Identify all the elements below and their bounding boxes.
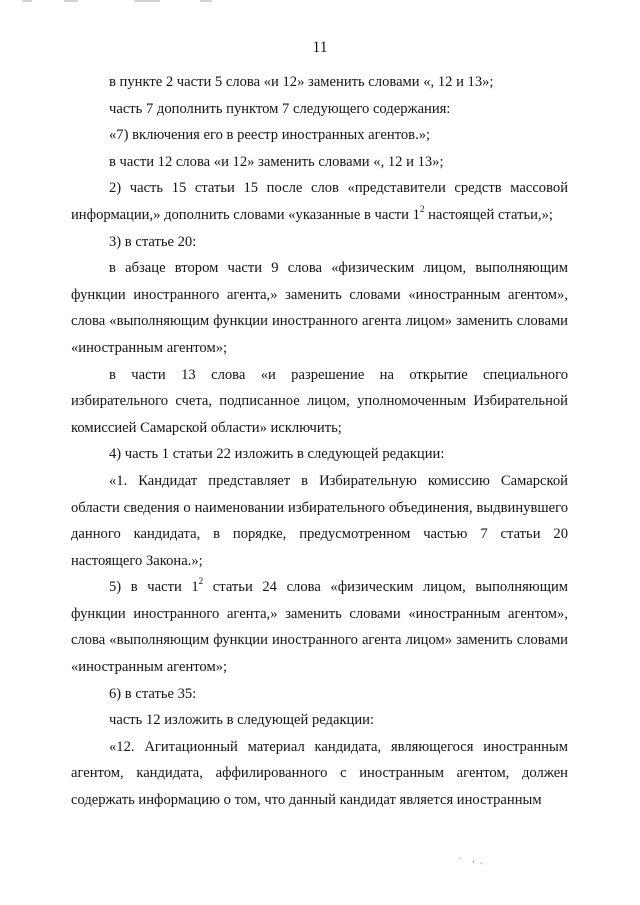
paragraph: 3) в статье 20: bbox=[109, 233, 197, 250]
superscript: 2 bbox=[198, 576, 204, 587]
paragraph: «7) включения его в реестр иностранных агентов.»; bbox=[109, 127, 431, 144]
paragraph: в части 12 слова «и 12» заменить словами «, 12 и 13»; bbox=[109, 153, 444, 170]
paragraph: в пункте 2 части 5 слова «и 12» заменить словами «, 12 и 13»; bbox=[109, 74, 494, 90]
scan-artifact-top bbox=[0, 0, 640, 4]
paragraph: в абзаце втором части 9 слова «физическим лицом, выполняющим функции иностранного агента,» заменить словами «иностранным агентом», слова «выполняющим функции иностранного агента лицом» заменить словами «иностранным агентом»; bbox=[71, 260, 568, 356]
paragraph: 5) в части $1^2$ статьи 24 слова «физическим лицом, выполняющим функции иностранного агента,» заменить словами «иностранным агентом», слова «выполняющим функции иностранного агента лицом» заменить словами «иностранным агентом»; bbox=[71, 576, 568, 676]
superscript: 2 bbox=[419, 204, 425, 215]
paragraph: 6) в статье 35: bbox=[109, 685, 197, 702]
paragraph: «12. Агитационный материал кандидата, являющегося иностранным агентом, кандидата, аффилированного с иностранным агентом, должен содержать информацию о том, что данный кандидат является иностранным bbox=[71, 738, 568, 809]
paragraph: часть 7 дополнить пунктом 7 следующего содержания: bbox=[109, 100, 451, 117]
paragraph: 4) часть 1 статьи 22 изложить в следующей редакции: bbox=[109, 446, 445, 463]
page-number: 11 bbox=[312, 39, 328, 56]
paragraph: часть 12 изложить в следующей редакции: bbox=[109, 712, 375, 729]
paragraph: в части 13 слова «и разрешение на открытие специального избирательного счета, подписанное лицом, уполномоченным Избирательной комиссией Самарской области» исключить; bbox=[71, 366, 568, 436]
paragraph: 2) часть 15 статьи 15 после слов «представители средств массовой информации,» дополнить словами «указанные в части $1^2$ настоящей статьи,»; bbox=[71, 180, 568, 223]
scan-artifact-bottom: · , ˎ bbox=[458, 852, 485, 865]
paragraph: «1. Кандидат представляет в Избирательную комиссию Самарской области сведения о наименовании избирательного объединения, выдвинувшего данного кандидата, в порядке, предусмотренном частью 7 статьи 20 настоящего Закона.»; bbox=[71, 472, 568, 569]
document-body bbox=[71, 69, 568, 814]
